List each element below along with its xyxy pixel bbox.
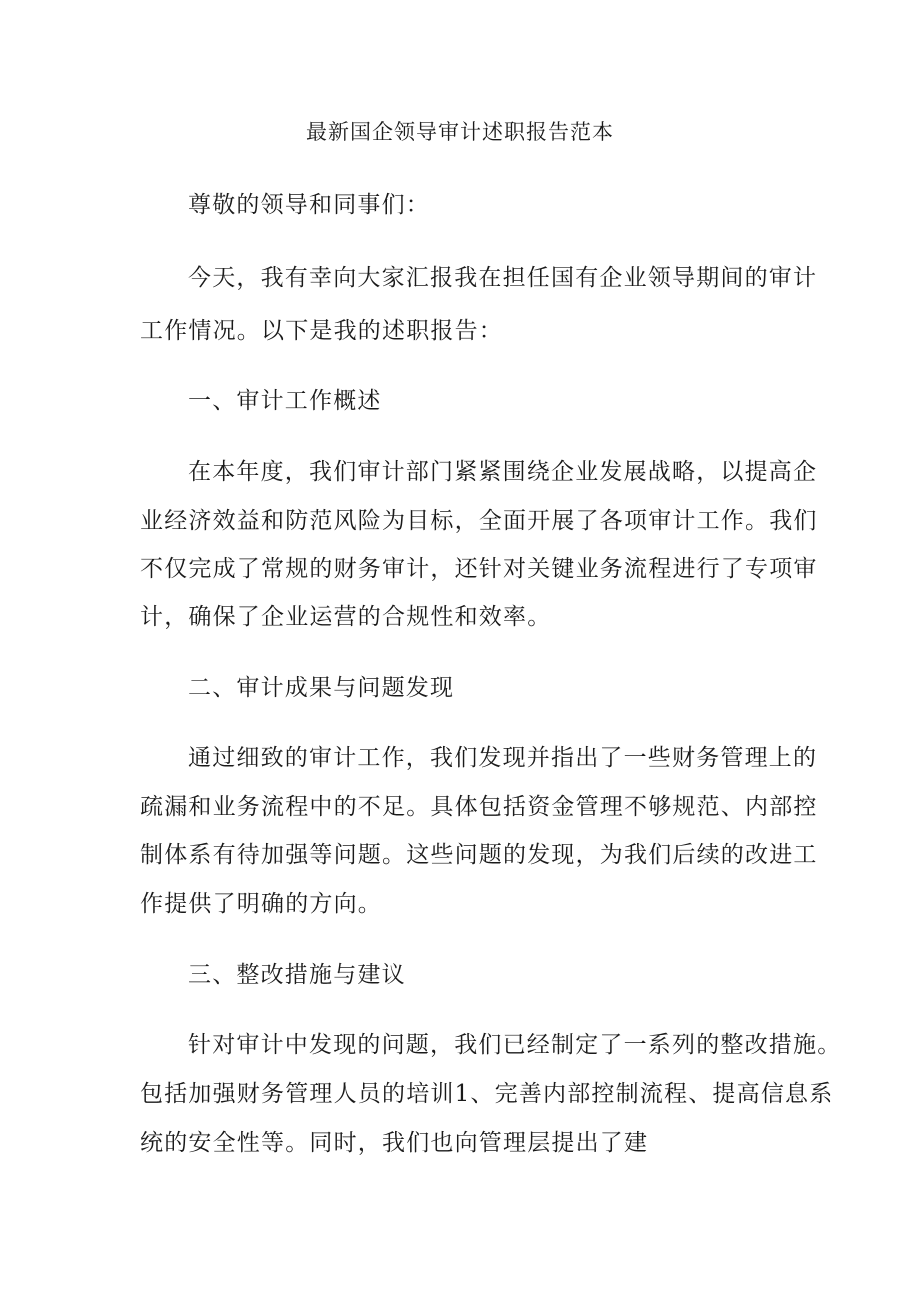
intro-line-2: 工作情况。以下是我的述职报告： [140,318,503,344]
document-title: 最新国企领导审计述职报告范本 [306,120,614,144]
section-2-heading: 二、审计成果与问题发现 [188,675,455,701]
section-2-line-3: 制体系有待加强等问题。这些问题的发现，为我们后续的改进工 [140,842,818,868]
section-1-line-2: 业经济效益和防范风险为目标，全面开展了各项审计工作。我们 [140,508,818,534]
section-1-line-3: 不仅完成了常规的财务审计，还针对关键业务流程进行了专项审 [140,556,818,582]
section-1-heading: 一、审计工作概述 [188,388,382,414]
section-3-line-1: 针对审计中发现的问题，我们已经制定了一系列的整改措施。 [188,1032,842,1058]
section-3-heading: 三、整改措施与建议 [188,962,406,988]
greeting: 尊敬的领导和同事们： [188,192,430,218]
intro-line-1: 今天，我有幸向大家汇报我在担任国有企业领导期间的审计 [188,265,818,291]
section-3-line-3: 统的安全性等。同时，我们也向管理层提出了建 [140,1130,649,1156]
section-2-line-2: 疏漏和业务流程中的不足。具体包括资金管理不够规范、内部控 [140,794,818,820]
section-2-line-1: 通过细致的审计工作，我们发现并指出了一些财务管理上的 [188,745,818,771]
section-2-line-4: 作提供了明确的方向。 [140,891,382,917]
section-1-line-4: 计，确保了企业运营的合规性和效率。 [140,604,552,630]
section-3-line-2: 包括加强财务管理人员的培训1、完善内部控制流程、提高信息系 [140,1081,834,1107]
section-1-line-1: 在本年度，我们审计部门紧紧围绕企业发展战略，以提高企 [188,459,818,485]
